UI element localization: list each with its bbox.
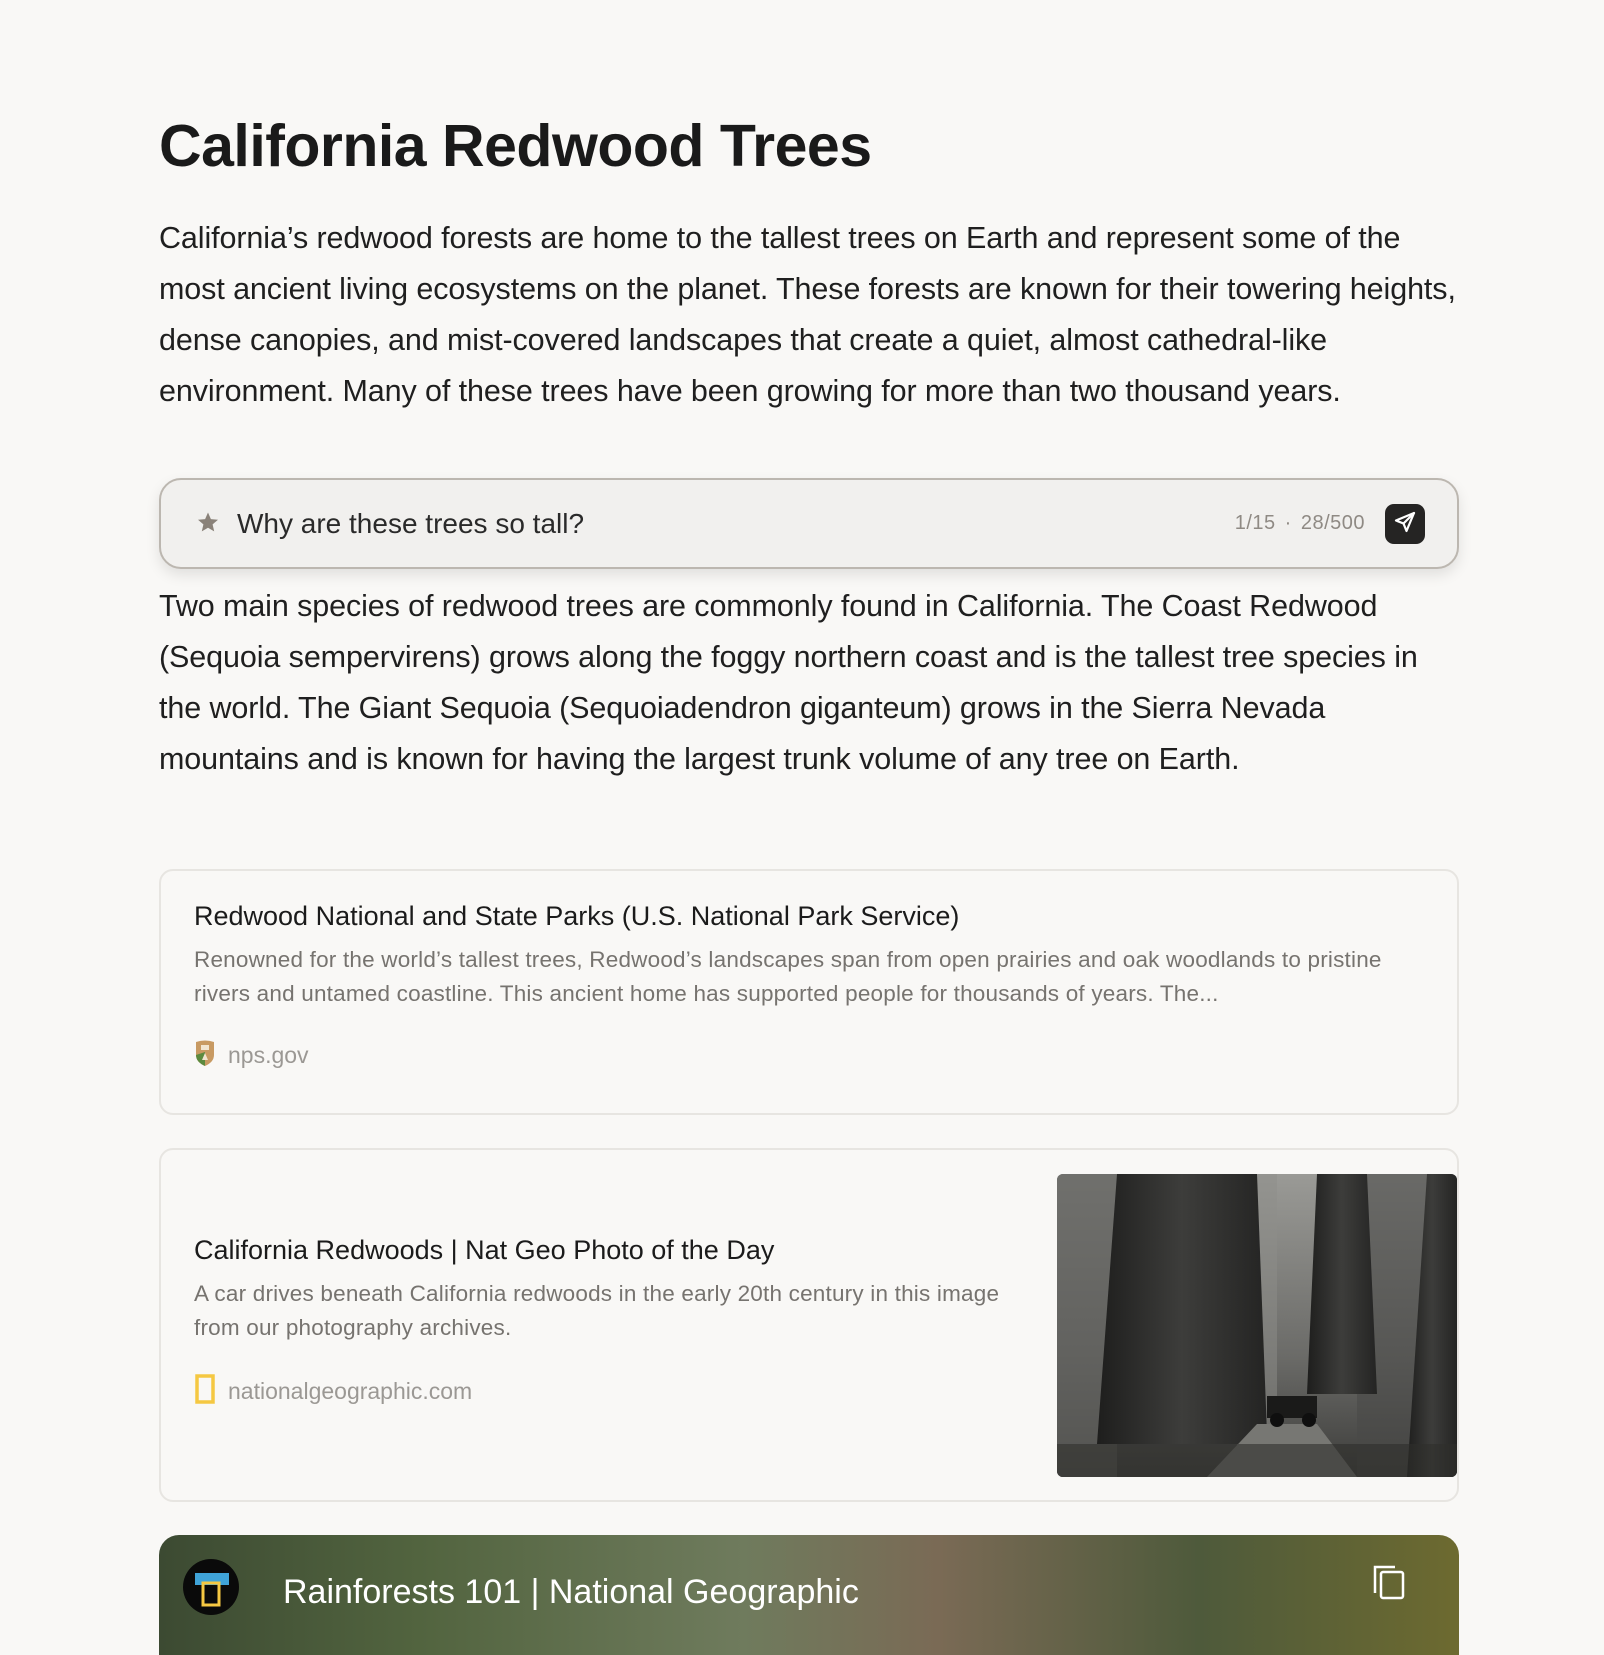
card-title[interactable]: California Redwoods | Nat Geo Photo of the Day [194, 1235, 775, 1265]
intro-paragraph: California’s redwood forests are home to the tallest trees on Earth and represent some of the most ancient living ecosystems on the planet. These forests are known for their towering heights, dense canopies, and mist-covered landscapes that create a quiet, almost cathedral-like environment. Many of these trees have been growing for more than two thousand years. [159, 221, 1456, 408]
redwoods-car-photo[interactable] [1057, 1174, 1457, 1477]
video-card[interactable] [159, 1535, 1459, 1655]
nps-arrowhead-icon [194, 1039, 216, 1072]
prompt-counter [1235, 512, 1365, 535]
species-paragraph: Two main species of redwood trees are commonly found in California. The Coast Redwood (Sequoia sempervirens) grows along the foggy northern coast and is the tallest tree species in the world. The Giant Sequoia (Sequoiadendron giganteum) grows in the Sierra Nevada mountains and is known for having the largest trunk volume of any tree on Earth. [159, 589, 1418, 776]
copy-icon[interactable] [1369, 1561, 1409, 1601]
video-title[interactable]: Rainforests 101 | National Geographic [283, 1573, 859, 1611]
ask-prompt-box [159, 478, 1459, 569]
star-icon [196, 510, 222, 536]
page-title: California Redwood Trees [159, 113, 872, 179]
send-icon [1393, 510, 1417, 539]
natgeo-channel-avatar [183, 1559, 239, 1615]
counter-separator: · [1284, 512, 1292, 534]
source-card-nps[interactable] [159, 869, 1459, 1115]
card-description: A car drives beneath California redwoods in the early 20th century in this image from our photography archives. [194, 1281, 1000, 1340]
natgeo-frame-icon [194, 1374, 216, 1409]
ask-question-input[interactable] [237, 502, 1137, 546]
card-source-domain: nps.gov [228, 1042, 309, 1068]
question-index: 1/15 [1234, 512, 1276, 534]
card-source[interactable] [194, 1039, 309, 1072]
send-button[interactable] [1385, 504, 1425, 544]
source-card-natgeo[interactable] [159, 1148, 1459, 1502]
card-title[interactable]: Redwood National and State Parks (U.S. National Park Service) [194, 901, 960, 931]
char-count: 28/500 [1300, 512, 1365, 534]
card-source[interactable] [194, 1374, 472, 1409]
card-source-domain: nationalgeographic.com [228, 1378, 473, 1404]
card-description: Renowned for the world’s tallest trees, Redwood’s landscapes span from open prairies and oak woodlands to pristine rivers and untamed coastline. This ancient home has supported people for thousands of years. The... [194, 947, 1382, 1006]
